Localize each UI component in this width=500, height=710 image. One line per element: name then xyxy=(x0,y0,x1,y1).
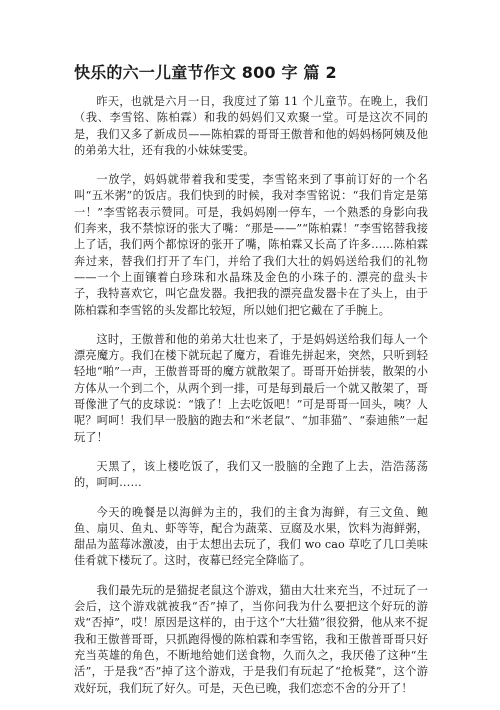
article-title: 快乐的六一儿童节作文 800 字 篇 2 xyxy=(74,63,337,82)
article-body xyxy=(74,94,428,710)
paragraph-4: 天黑了，该上楼吃饭了，我们又一股脑的全跑了上去，浩浩荡荡的，呵呵…… xyxy=(74,459,428,490)
paragraph-2: 一放学，妈妈就带着我和雯雯，李雪铭来到了事前订好的一个名叫“五米粥”的饭店。我们快到的时候，我对李雪铭说：“我们肯定是第一！”李雪铭表示赞同。可是，我妈妈刚一停车，一个熟悉的身影向我们奔来，我不禁惊讶的张大了嘴：“那是——”“陈柏霖！”李雪铭替我接上了话，我们两个都惊讶的张开了嘴，陈柏霖又长高了许多……陈柏霖奔过来，替我们打开了车门，并给了我们大壮的妈妈送给我们的礼物——一个上面镶着白珍珠和水晶珠及金色的小珠子的. 漂亮的盘头卡子，我特喜欢它，叫它盘发器。我把我的漂亮盘发器卡在了头上，由于陈柏霖和李雪铭的头发都比较短，所以她们把它戴在了手腕上。 xyxy=(74,173,428,317)
paragraph-3: 这时，王傲普和他的弟弟大壮也来了，于是妈妈送给我们每人一个漂亮魔方。我们在楼下就玩起了魔方，看谁先拼起来，突然，只听到轻轻地“啪”一声，王傲普哥哥的魔方就散架了。哥哥开始拼装，散架的小方体从一个到二个，从两个到一排，可是每到最后一个就又散架了，哥哥像泄了气的皮球说：“饿了！上去吃饭吧！”可是哥哥一回头，咦？人呢？呵呵！我们早一股脑的跑去和“米老鼠”、“加菲猫”、“泰迪熊”一起玩了！ xyxy=(74,332,428,444)
paragraph-5: 今天的晚餐是以海鲜为主的，我们的主食为海鲜，有三文鱼、鲍鱼、扇贝、鱼丸、虾等等，配合为蔬菜、豆腐及水果，饮料为海鲜粥，甜品为蓝莓冰激凌，由于太想出去玩了，我们 wo cao 草吃了几口美味佳肴就下楼玩了。这时，夜幕已经完全降临了。 xyxy=(74,505,428,568)
paragraph-1: 昨天，也就是六月一日，我度过了第 11 个儿童节。在晚上，我们（我、李雪铭、陈柏霖）和我的妈妈们又欢聚一堂。可是这次不同的是，我们又多了新成员——陈柏霖的哥哥王傲普和他的妈妈杨阿姨及他的弟弟大壮，还有我的小妹妹雯雯。 xyxy=(74,95,428,157)
paragraph-6: 我们最先玩的是猫捉老鼠这个游戏，猫由大壮来充当，不过玩了一会后，这个游戏就被我“否”掉了，当你问我为什么要把这个好玩的游戏“否掉”，哎！原因是这样的，由于这个“大壮猫”很狡猾，他从来不捉我和王傲普哥哥，只抓跑得慢的陈柏霖和李雪铭，我和王傲普哥哥只好充当英雄的角色，不断地给她们送食物，久而久之，我厌倦了这种“生活”，于是我“否”掉了这个游戏，于是我们有玩起了“抢板凳”，这个游戏好玩，我们玩了好久。可是，天色已晚，我们恋恋不舍的分开了！ xyxy=(74,583,428,695)
